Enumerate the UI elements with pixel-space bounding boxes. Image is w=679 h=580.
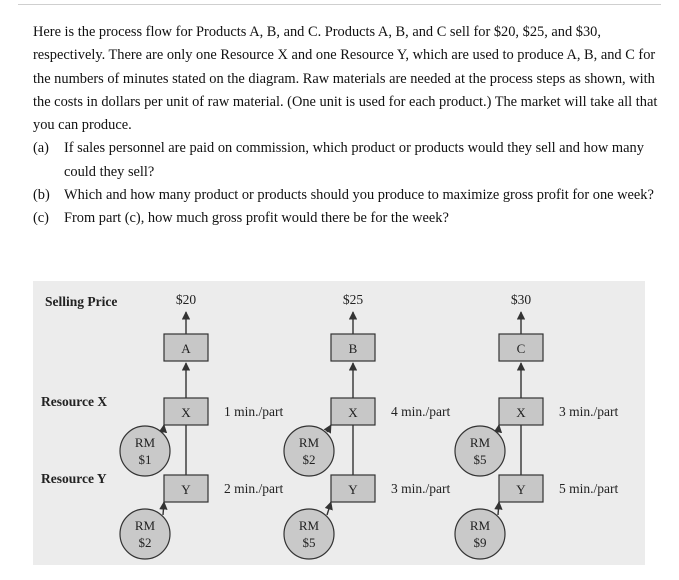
resource-y-box-label: Y <box>348 482 358 497</box>
problem-text <box>33 21 658 231</box>
problem-intro: Here is the process flow for Products A, B, and C. Products A, B, and C sell for $20, $25, and $30, respectively. There are only one Resource X and one Resource Y, which are used to produce A, B, and C for the numbers of minutes stated on the diagram. Raw materials are needed at the process steps as shown, with the costs in dollars per unit of raw material. (One unit is used for each product.) The market will take all that you can produce. <box>33 24 658 134</box>
raw-material-label: RM <box>134 518 156 533</box>
raw-material-circle <box>120 509 170 559</box>
question-text: Which and how many product or products should you produce to maximize gross profit for one week? <box>64 187 654 204</box>
resource-x-box-label: X <box>516 405 526 420</box>
raw-material-circle <box>120 426 170 476</box>
raw-material-cost: $2 <box>302 452 316 467</box>
resource-y-label: Resource Y <box>41 471 107 486</box>
raw-material-label: RM <box>469 518 491 533</box>
raw-material-label: RM <box>298 518 320 533</box>
raw-material-circle <box>455 426 505 476</box>
question-text: If sales personnel are paid on commission, which product or products would they sell and how many could they sell? <box>64 140 644 180</box>
resource-x-box-label: X <box>348 405 358 420</box>
top-rule <box>18 4 661 5</box>
raw-material-cost: $9 <box>473 535 487 550</box>
raw-material-label: RM <box>469 435 491 450</box>
question-a <box>33 137 658 184</box>
raw-material-cost: $2 <box>138 535 152 550</box>
raw-material-arrow <box>163 502 164 515</box>
raw-material-circle <box>284 509 334 559</box>
raw-material-label: RM <box>134 435 156 450</box>
raw-material-label: RM <box>298 435 320 450</box>
product-name: C <box>516 341 526 356</box>
raw-material-cost: $5 <box>473 452 487 467</box>
resource-x-box-label: X <box>181 405 191 420</box>
product-name: A <box>181 341 191 356</box>
question-label: (a) <box>33 140 49 157</box>
product-name: B <box>348 341 358 356</box>
resource-x-time: 4 min./part <box>391 404 451 419</box>
question-c <box>33 207 658 230</box>
raw-material-arrow <box>327 425 331 432</box>
raw-material-cost: $5 <box>302 535 316 550</box>
question-text: From part (c), how much gross profit would there be for the week? <box>64 210 449 227</box>
resource-y-time: 2 min./part <box>224 481 284 496</box>
raw-material-arrow <box>498 425 499 432</box>
raw-material-circle <box>284 426 334 476</box>
process-flow-svg <box>33 281 645 565</box>
selling-price-label: Selling Price <box>45 294 118 309</box>
process-flow-diagram <box>33 281 645 565</box>
question-label: (c) <box>33 210 49 227</box>
resource-x-time: 3 min./part <box>559 404 619 419</box>
selling-price-value: $30 <box>510 292 532 307</box>
resource-x-label: Resource X <box>41 394 108 409</box>
raw-material-arrow <box>327 502 331 515</box>
resource-y-time: 5 min./part <box>559 481 619 496</box>
raw-material-arrow <box>163 425 164 432</box>
resource-y-time: 3 min./part <box>391 481 451 496</box>
resource-x-time: 1 min./part <box>224 404 284 419</box>
selling-price-value: $20 <box>175 292 197 307</box>
question-b <box>33 184 658 207</box>
raw-material-arrow <box>498 502 499 515</box>
raw-material-circle <box>455 509 505 559</box>
resource-y-box-label: Y <box>516 482 526 497</box>
selling-price-value: $25 <box>342 292 364 307</box>
question-label: (b) <box>33 187 50 204</box>
resource-y-box-label: Y <box>181 482 191 497</box>
raw-material-cost: $1 <box>138 452 152 467</box>
